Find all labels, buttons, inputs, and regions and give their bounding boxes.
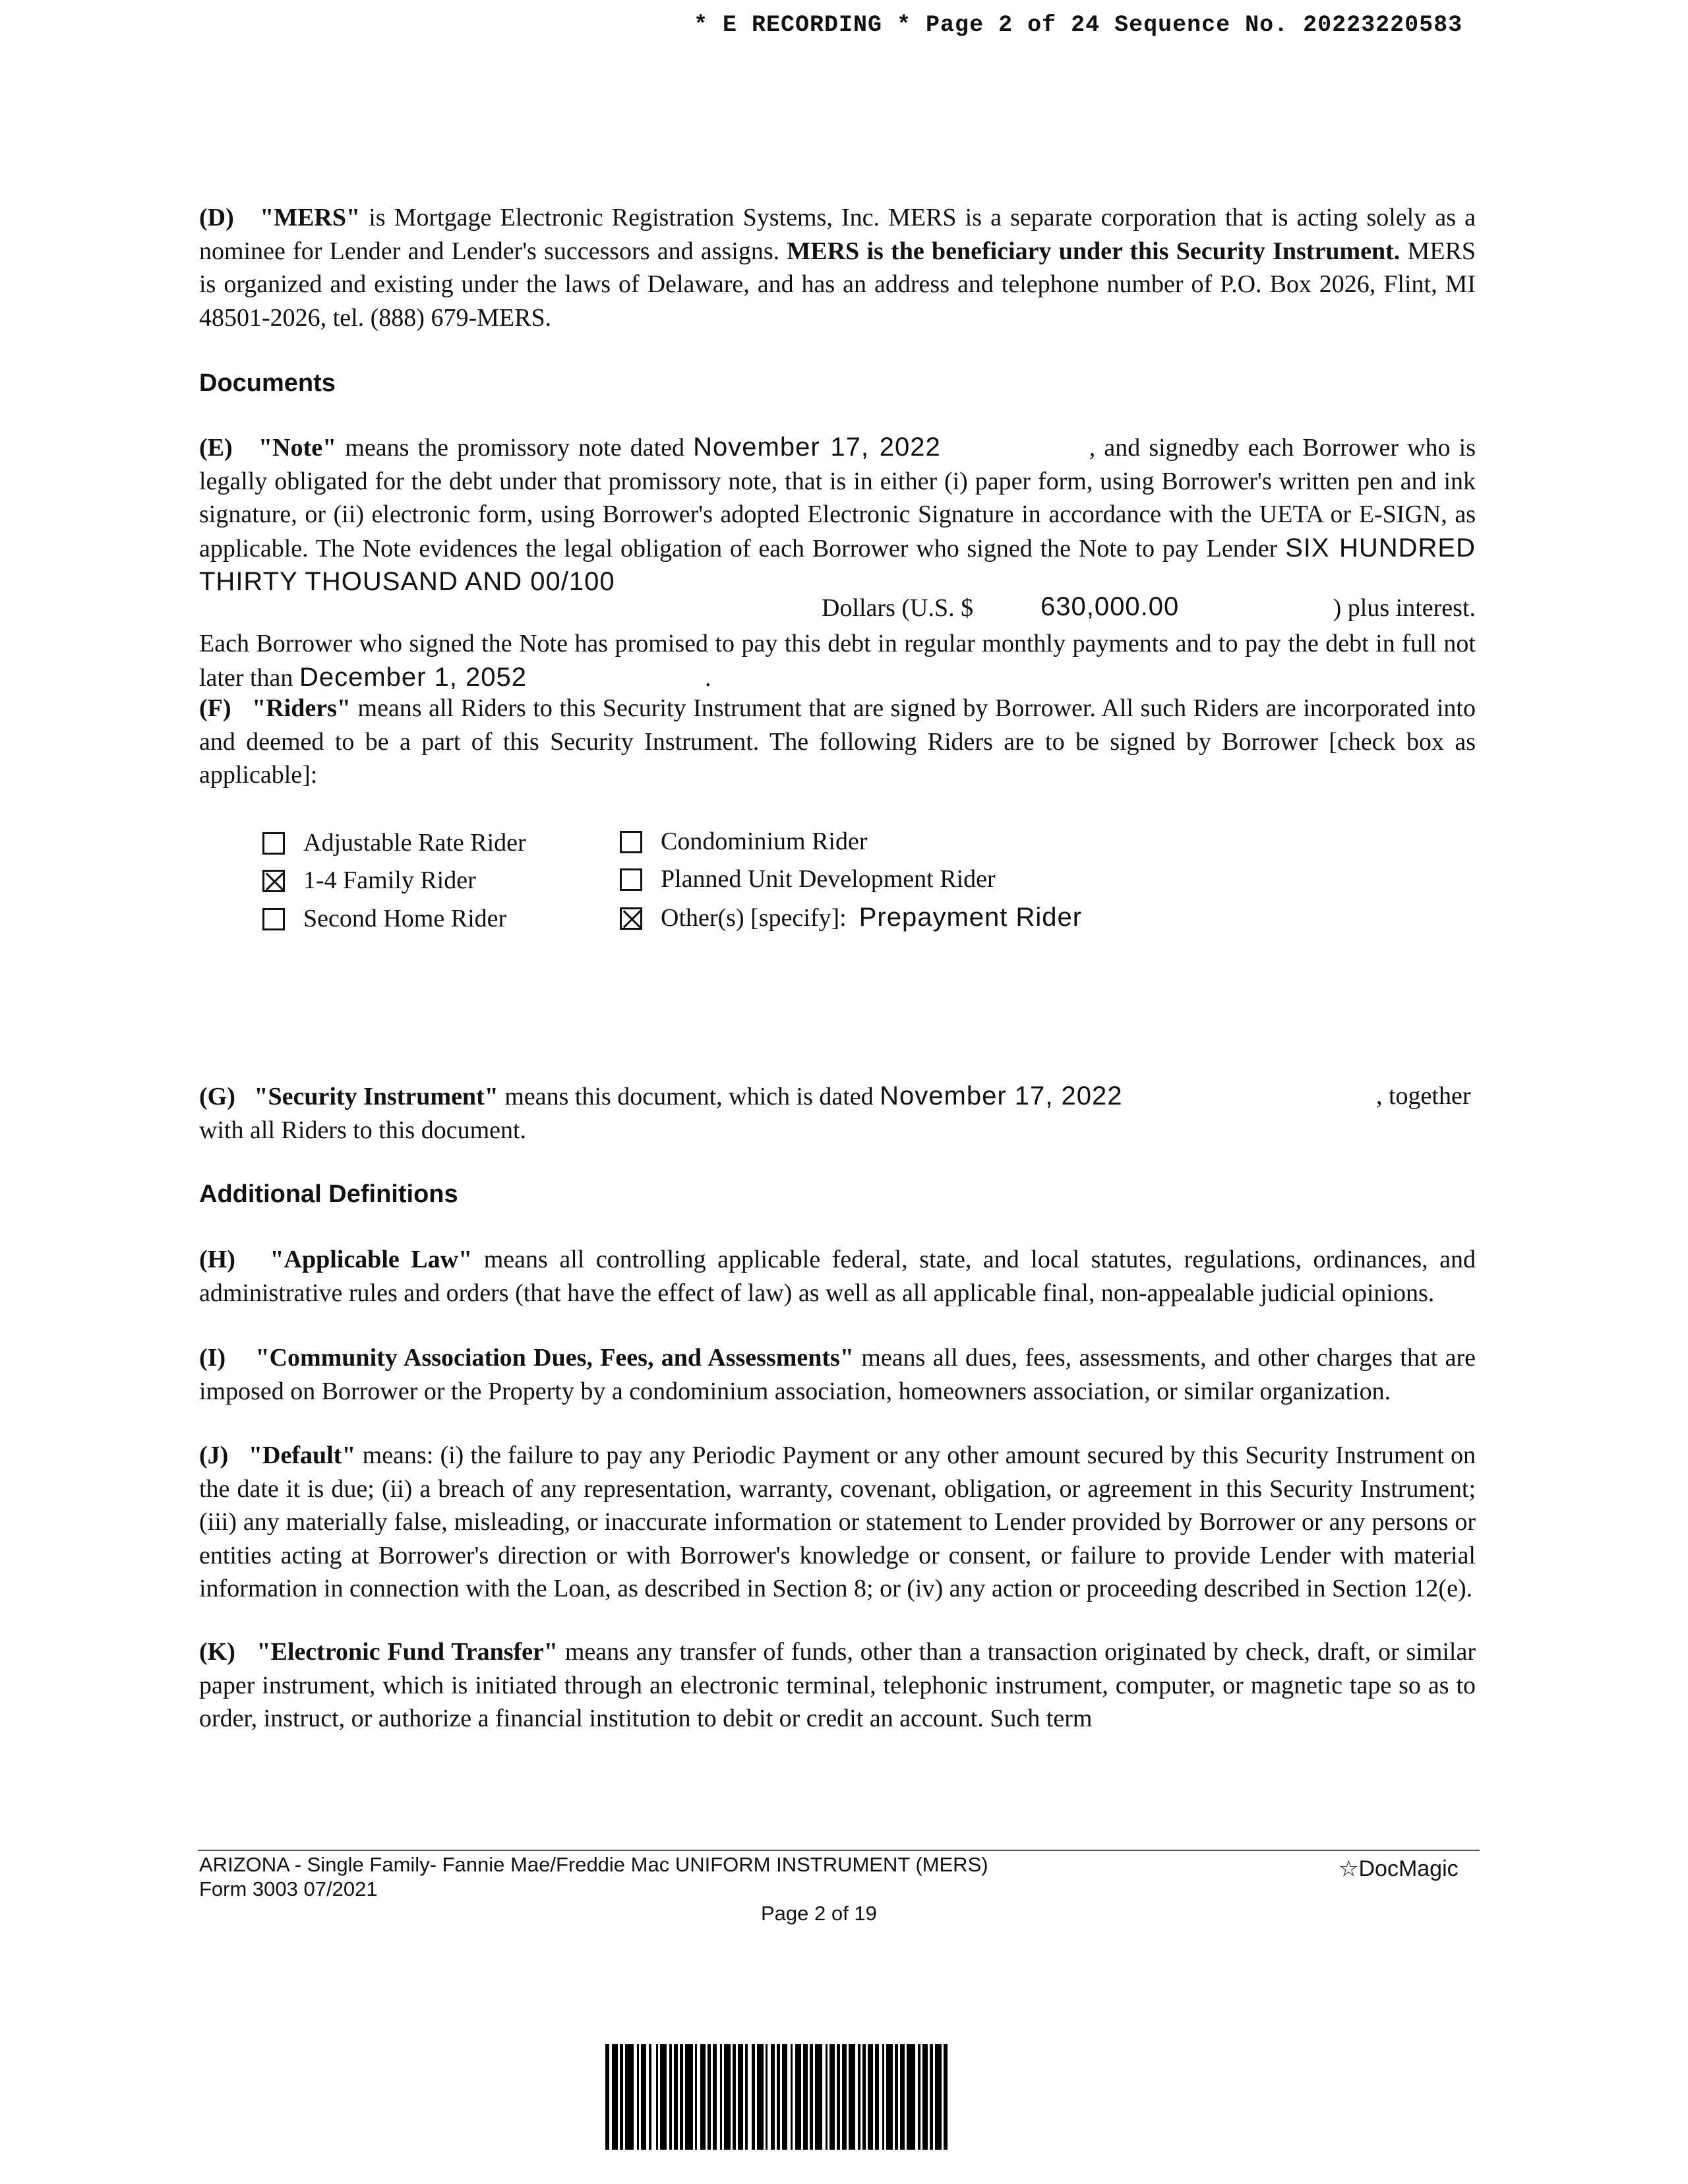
dollars-suffix: ) plus interest.	[1333, 594, 1476, 622]
barcode	[605, 2044, 1075, 2150]
section-text: .	[705, 663, 711, 692]
barcode-bar	[907, 2044, 915, 2150]
section-i-community-association	[199, 1341, 1476, 1408]
heading-additional-definitions: Additional Definitions	[199, 1180, 458, 1208]
section-e-note	[199, 431, 1476, 599]
bold-statement: MERS is the beneficiary under this Security Instrument.	[787, 237, 1401, 265]
section-text: means this document, which is dated	[498, 1083, 880, 1110]
defined-term: "Security Instrument"	[254, 1083, 498, 1110]
section-tag: (E)	[199, 434, 233, 462]
section-e-maturity	[199, 627, 1476, 694]
barcode-bar	[948, 2044, 951, 2150]
section-text: is Mortgage Electronic Registration Systems, Inc. MERS is a separate corporation that is acting solely as a nominee for Lender and Lender's successors and assigns.	[199, 204, 1476, 265]
defined-term: "MERS"	[260, 204, 361, 231]
barcode-bar	[738, 2044, 743, 2150]
footer-form-title: ARIZONA - Single Family- Fannie Mae/Freddie Mac UNIFORM INSTRUMENT (MERS)	[199, 1853, 988, 1876]
barcode-bar	[868, 2044, 873, 2150]
loan-amount-words: SIX HUNDRED THIRTY THOUSAND AND 00/100	[199, 533, 1476, 596]
brand-name: DocMagic	[1358, 1856, 1459, 1881]
rider-label: Planned Unit Development Rider	[661, 865, 996, 893]
checkbox[interactable]	[262, 832, 285, 855]
footer-form-number: Form 3003 07/2021	[199, 1877, 378, 1900]
defined-term: "Note"	[258, 434, 337, 462]
barcode-bar	[685, 2044, 692, 2150]
rider-planned-unit-development[interactable]	[620, 864, 996, 894]
instrument-date: November 17, 2022	[880, 1081, 1123, 1110]
checkbox[interactable]	[262, 908, 285, 930]
section-text: , together	[1376, 1082, 1471, 1110]
rider-second-home[interactable]	[262, 904, 506, 933]
defined-term: "Electronic Fund Transfer"	[256, 1638, 558, 1666]
defined-term: "Riders"	[252, 694, 351, 722]
rider-label: Second Home Rider	[303, 905, 507, 932]
section-text: , and signedby each Borrower who is legally obligated for the debt under that promissory note, that is in either (i) paper form, using Borrower's written pen and ink signature, or (ii) electronic form, using Borrower's adopted Electronic Signature in accordance with the UETA or E-SIGN, as applicable. The Note evidences the legal obligation of each Borrower who signed the Note to pay Lender	[199, 434, 1476, 562]
barcode-bar	[660, 2044, 667, 2150]
defined-term: "Applicable Law"	[270, 1246, 473, 1273]
note-date: November 17, 2022	[693, 433, 941, 462]
section-tag: (K)	[199, 1638, 235, 1666]
barcode-bar	[935, 2044, 942, 2150]
barcode-bar	[625, 2044, 634, 2150]
barcode-bar	[829, 2044, 835, 2150]
checkbox[interactable]	[620, 831, 642, 853]
rider-adjustable-rate[interactable]	[262, 828, 526, 857]
section-tag: (I)	[199, 1344, 226, 1372]
rider-label: Condominium Rider	[661, 828, 868, 855]
other-rider-specify: Prepayment Rider	[859, 903, 1083, 932]
checkbox-checked[interactable]	[620, 907, 642, 930]
section-tag: (H)	[199, 1246, 235, 1273]
section-g-continuation: with all Riders to this document.	[199, 1116, 527, 1144]
section-tag: (F)	[199, 694, 231, 722]
section-tag: (G)	[199, 1083, 235, 1110]
barcode-bar	[922, 2044, 928, 2150]
footer-divider	[198, 1850, 1480, 1851]
checkbox-checked[interactable]	[262, 870, 285, 892]
section-text: means all controlling applicable federal, state, and local statutes, regulations, ordinances, and administrative rules and orders (that have the effect of law) as well as all applicable final, non-appealable judicial opinions.	[199, 1246, 1476, 1307]
recording-stamp: * E RECORDING * Page 2 of 24 Sequence No. 20223220583	[694, 12, 1463, 38]
barcode-bar	[815, 2044, 822, 2150]
barcode-bar	[782, 2044, 787, 2150]
section-g-security-instrument	[199, 1081, 1476, 1111]
rider-label: Adjustable Rate Rider	[303, 829, 526, 857]
barcode-bar	[757, 2044, 764, 2150]
defined-term: "Community Association Dues, Fees, and Assessments"	[255, 1344, 854, 1372]
section-text: means any transfer of funds, other than a transaction originated by check, draft, or similar paper instrument, which is initiated through an electronic terminal, telephonic instrument, computer, or magnetic tape so as to order, instruct, or authorize a financial institution to debit or credit an account. Such term	[199, 1638, 1476, 1732]
section-text: means the promissory note dated	[336, 434, 694, 462]
barcode-bar	[641, 2044, 646, 2150]
rider-label: 1-4 Family Rider	[303, 866, 476, 894]
section-text: means all dues, fees, assessments, and other charges that are imposed on Borrower or the Property by a condominium association, homeowners association, or similar organization.	[199, 1344, 1476, 1405]
barcode-bar	[795, 2044, 802, 2150]
section-h-applicable-law	[199, 1243, 1476, 1310]
section-tag: (D)	[199, 204, 234, 231]
rider-1-4-family[interactable]	[262, 866, 476, 895]
section-k-electronic-fund-transfer	[199, 1635, 1476, 1736]
footer-brand	[1339, 1856, 1459, 1882]
barcode-bar	[700, 2044, 706, 2150]
maturity-date: December 1, 2052	[299, 662, 528, 692]
barcode-bar	[849, 2044, 855, 2150]
rider-other[interactable]	[620, 903, 1082, 932]
checkbox[interactable]	[620, 868, 642, 891]
rider-label: Other(s) [specify]:	[661, 904, 847, 932]
loan-amount: 630,000.00	[1040, 592, 1180, 621]
dollars-prefix: Dollars (U.S. $	[822, 594, 974, 622]
section-j-default	[199, 1439, 1476, 1606]
section-text: Each Borrower who signed the Note has promised to pay this debt in regular monthly payments and to pay the debt in full not later than	[199, 630, 1476, 692]
rider-condominium[interactable]	[620, 827, 868, 856]
section-d-mers	[199, 201, 1476, 334]
section-f-riders	[199, 692, 1476, 792]
section-text: means: (i) the failure to pay any Periodic Payment or any other amount secured by this Security Instrument on the date it is due; (ii) a breach of any representation, warranty, covenant, obligation, or agreement in this Security Instrument; (iii) any materially false, misleading, or inaccurate information or statement to Lender provided by Borrower or any persons or entities acting at Borrower's direction or with Borrower's knowledge or consent, or failure to provide Lender with material information in connection with the Loan, as described in Section 8; or (iv) any action or proceeding described in Section 12(e).	[199, 1441, 1476, 1602]
section-text: means all Riders to this Security Instrument that are signed by Borrower. All such Riders are incorporated into and deemed to be a part of this Security Instrument. The following Riders are to be signed by Borrower [check box as applicable]:	[199, 694, 1476, 789]
footer-page-number: Page 2 of 19	[761, 1902, 877, 1925]
heading-documents: Documents	[199, 369, 336, 397]
barcode-bar	[724, 2044, 731, 2150]
section-tag: (J)	[199, 1441, 229, 1469]
star-outline-icon: ☆	[1339, 1856, 1359, 1881]
barcode-bar	[886, 2044, 893, 2150]
barcode-bar	[612, 2044, 618, 2150]
section-text: MERS is organized and existing under the laws of Delaware, and has an address and telephone number of P.O. Box 2026, Flint, MI 48501-2026, tel. (888) 679-MERS.	[199, 237, 1476, 332]
defined-term: "Default"	[248, 1441, 356, 1469]
